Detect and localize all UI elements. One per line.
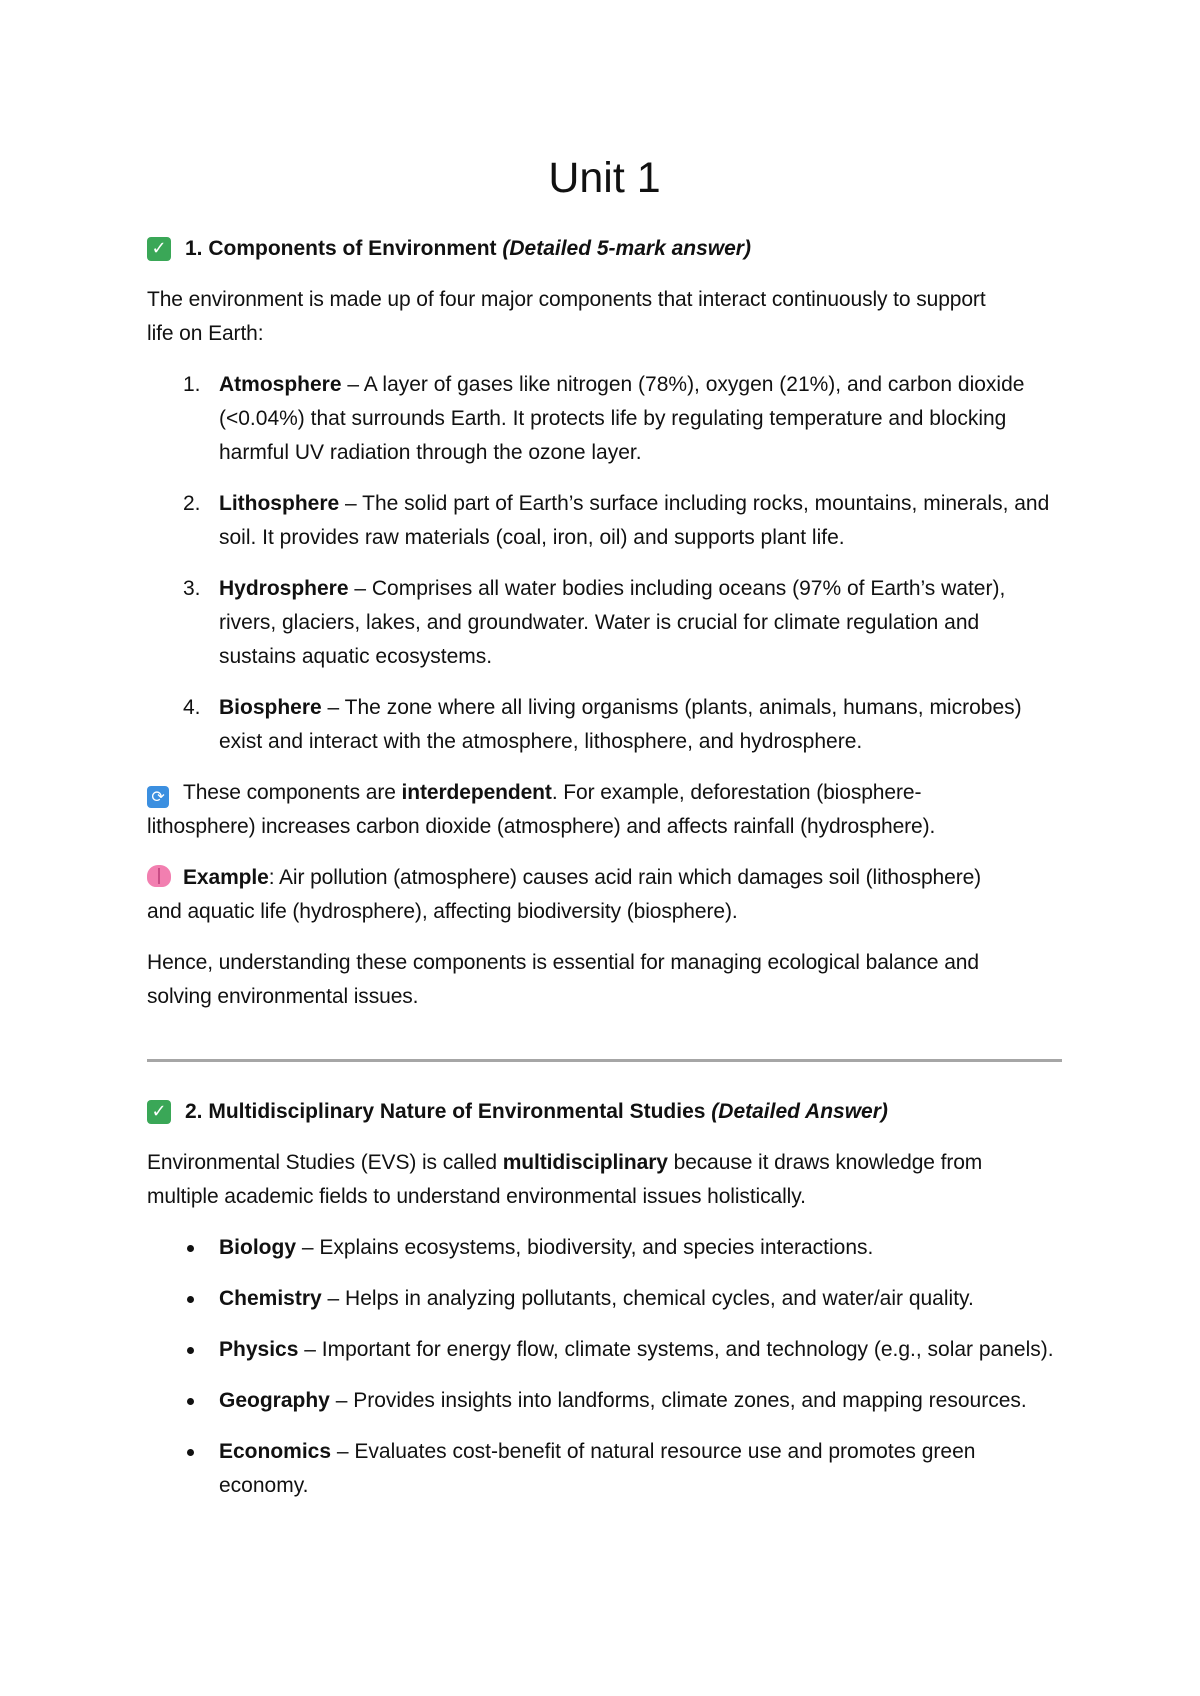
note-text: . For example, deforestation (biosphere-lithosphere) increases carbon dioxide (atmosphere) and affects rainfall (hydrosphere). <box>147 781 936 838</box>
list-number: 3. <box>183 577 201 600</box>
page-title: Unit 1 <box>548 154 661 202</box>
term: Biology <box>219 1236 296 1259</box>
term: Chemistry <box>219 1287 322 1310</box>
definition: – Evaluates cost-benefit of natural resource use and promotes green economy. <box>219 1440 976 1497</box>
bullet-icon <box>187 1449 194 1456</box>
term: Geography <box>219 1389 330 1412</box>
definition: – Provides insights into landforms, climate zones, and mapping resources. <box>329 1389 1027 1412</box>
list-item <box>147 1435 1062 1503</box>
list-number: 4. <box>183 696 201 719</box>
list-number: 2. <box>183 492 201 515</box>
list-item <box>147 1282 1062 1316</box>
list-item <box>147 572 1059 674</box>
conclusion: Hence, understanding these components is essential for managing ecological balance and solving environmental issues. <box>147 951 979 1008</box>
term: Hydrosphere <box>219 577 349 600</box>
section-heading <box>147 1095 1062 1129</box>
list-item <box>147 1333 1062 1367</box>
term: Lithosphere <box>219 492 340 515</box>
intro-text: Environmental Studies (EVS) is called <box>147 1151 503 1174</box>
check-mark-icon: ✓ <box>147 1100 171 1124</box>
note-text: These components are <box>183 781 402 804</box>
check-mark-icon: ✓ <box>147 237 171 261</box>
definition: – Helps in analyzing pollutants, chemical cycles, and water/air quality. <box>321 1287 974 1310</box>
bullet-icon <box>187 1347 194 1354</box>
bullet-icon <box>187 1245 194 1252</box>
bullet-icon <box>187 1296 194 1303</box>
list-item <box>147 1231 1062 1265</box>
intro-bold: multidisciplinary <box>502 1151 668 1174</box>
horizontal-divider <box>147 1059 1062 1062</box>
term: Biosphere <box>219 696 322 719</box>
bullet-icon <box>187 1398 194 1405</box>
term: Economics <box>219 1440 332 1463</box>
term: Physics <box>219 1338 299 1361</box>
section-heading-subtitle: (Detailed Answer) <box>711 1100 888 1123</box>
section-components <box>147 232 1062 1014</box>
section-heading <box>147 232 1062 266</box>
intro-text: because it draws knowledge from multiple academic fields to understand environmental issues holistically. <box>147 1151 983 1208</box>
example-label: Example <box>183 866 269 889</box>
definition: – Important for energy flow, climate systems, and technology (e.g., solar panels). <box>298 1338 1054 1361</box>
definition: – The solid part of Earth’s surface including rocks, mountains, minerals, and soil. It provides raw materials (coal, iron, oil) and supports plant life. <box>219 492 1050 549</box>
disciplines-list <box>147 1231 1062 1503</box>
interdependence-note <box>147 776 1007 844</box>
definition: – A layer of gases like nitrogen (78%), oxygen (21%), and carbon dioxide (<0.04%) that surrounds Earth. It protects life by regulating temperature and blocking harmful UV radiation through the ozone layer. <box>219 373 1025 464</box>
example-note <box>147 861 1007 929</box>
section-heading-subtitle: (Detailed 5-mark answer) <box>502 237 751 260</box>
list-item <box>147 1384 1062 1418</box>
section-heading-text: 1. Components of Environment <box>185 237 497 260</box>
list-item <box>147 487 1059 555</box>
section-multidisciplinary <box>147 1095 1062 1503</box>
definition: – Explains ecosystems, biodiversity, and species interactions. <box>296 1236 874 1259</box>
components-list <box>147 368 1062 759</box>
section-intro <box>147 1146 1027 1214</box>
term: Atmosphere <box>219 373 342 396</box>
sync-icon: ⟳ <box>147 786 169 808</box>
section-intro: The environment is made up of four major components that interact continuously to support life on Earth: <box>147 288 986 345</box>
section-heading-text: 2. Multidisciplinary Nature of Environmental Studies <box>185 1100 706 1123</box>
note-bold: interdependent <box>401 781 552 804</box>
list-number: 1. <box>183 373 201 396</box>
list-item <box>147 691 1059 759</box>
definition: – The zone where all living organisms (plants, animals, humans, microbes) exist and interact with the atmosphere, lithosphere, and hydrosphere. <box>219 696 1022 753</box>
list-item <box>147 368 1059 470</box>
definition: – Comprises all water bodies including oceans (97% of Earth’s water), rivers, glaciers, lakes, and groundwater. Water is crucial for climate regulation and sustains aquatic ecosystems. <box>219 577 1006 668</box>
example-text: : Air pollution (atmosphere) causes acid rain which damages soil (lithosphere) and aquatic life (hydrosphere), affecting biodiversity (biosphere). <box>147 866 982 923</box>
brain-icon <box>147 865 171 887</box>
